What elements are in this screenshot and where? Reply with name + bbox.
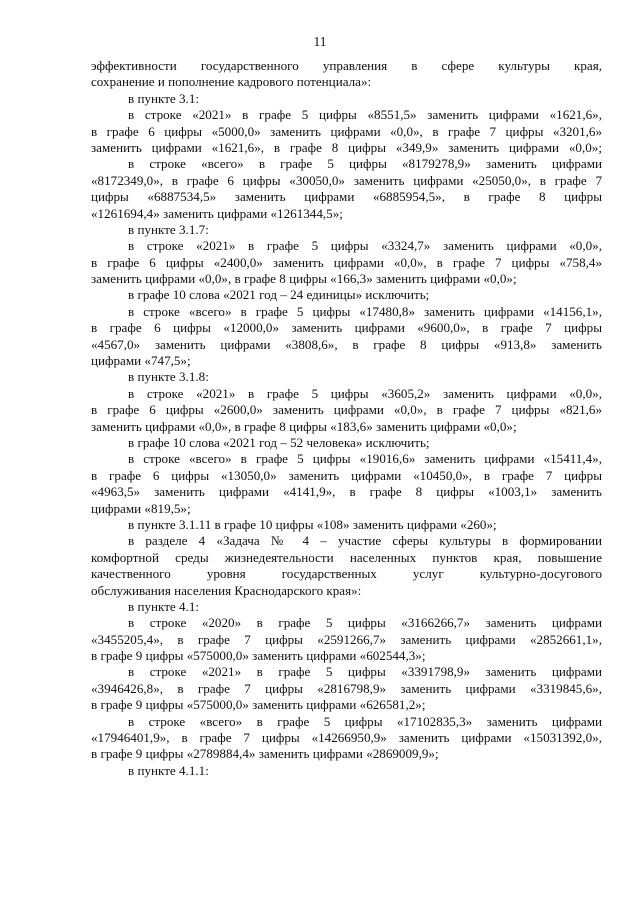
text-line: «4963,5» заменить цифрами «4141,9», в графе 8 цифры «1003,1» заменить (91, 484, 602, 500)
text-line: в строке «всего» в графе 5 цифры «19016,6» заменить цифрами «15411,4», (128, 451, 602, 467)
text-line: качественного уровня государственных услуг культурно-досугового (91, 566, 602, 582)
text-line: в графе 10 слова «2021 год – 52 человека» исключить; (128, 434, 430, 450)
text-line: цифры «6887534,5» заменить цифрами «6885954,5», в графе 8 цифры (91, 189, 602, 205)
text-line: «1261694,4» заменить цифрами «1261344,5»; (91, 205, 343, 221)
text-line: в графе 6 цифры «2400,0» заменить цифрами «0,0», в графе 7 цифры «758,4» (91, 254, 602, 270)
text-line: «3946426,8», в графе 7 цифры «2816798,9» заменить цифрами «3319845,6», (91, 680, 602, 696)
text-line: «4567,0» заменить цифрами «3808,6», в графе 8 цифры «913,8» заменить (91, 336, 602, 352)
text-line: в строке «2021» в графе 5 цифры «3324,7» заменить цифрами «0,0», (128, 238, 602, 254)
text-line: в строке «всего» в графе 5 цифры «17102835,3» заменить цифрами (128, 713, 602, 729)
text-line: заменить цифрами «0,0», в графе 8 цифры «166,3» заменить цифрами «0,0»; (91, 271, 517, 287)
text-line: в строке «2021» в графе 5 цифры «8551,5» заменить цифрами «1621,6», (128, 107, 602, 123)
text-line: в строке «2021» в графе 5 цифры «3391798,9» заменить цифрами (128, 664, 602, 680)
text-line: в пункте 3.1.8: (128, 369, 209, 385)
text-line: в пункте 3.1: (128, 90, 200, 106)
text-line: в графе 6 цифры «5000,0» заменить цифрами «0,0», в графе 7 цифры «3201,6» (91, 123, 602, 139)
text-line: в строке «всего» в графе 5 цифры «8179278,9» заменить цифрами (128, 156, 602, 172)
text-line: в пункте 4.1.1: (128, 762, 209, 778)
text-line: в графе 10 слова «2021 год – 24 единицы» исключить; (128, 287, 430, 303)
text-line: в графе 6 цифры «2600,0» заменить цифрами «0,0», в графе 7 цифры «821,6» (91, 402, 602, 418)
text-line: эффективности государственного управления в сфере культуры края, (91, 58, 602, 73)
text-line: в графе 9 цифры «2789884,4» заменить цифрами «2869009,9»; (91, 746, 439, 762)
text-line: «3455205,4», в графе 7 цифры «2591266,7» заменить цифрами «2852661,1», (91, 631, 602, 647)
text-line: в строке «всего» в графе 5 цифры «17480,8» заменить цифрами «14156,1», (128, 303, 602, 319)
text-line: цифрами «747,5»; (91, 353, 191, 369)
text-line: в разделе 4 «Задача № 4 – участие сферы культуры в формировании (128, 533, 602, 549)
text-line: цифрами «819,5»; (91, 500, 191, 516)
text-line: в пункте 3.1.11 в графе 10 цифры «108» заменить цифрами «260»; (128, 516, 497, 532)
text-line: заменить цифрами «0,0», в графе 8 цифры «183,6» заменить цифрами «0,0»; (91, 418, 517, 434)
text-line: обслуживания населения Краснодарского края»: (91, 582, 362, 598)
text-line: заменить цифрами «1621,6», в графе 8 цифры «349,9» заменить цифрами «0,0»; (91, 139, 602, 155)
text-line: в пункте 4.1: (128, 598, 200, 614)
text-line: «17946401,9», в графе 7 цифры «14266950,9» заменить цифрами «15031392,0», (91, 730, 602, 746)
text-line: комфортной среды жизнедеятельности населенных пунктов края, повышение (91, 549, 602, 565)
text-line: в строке «2021» в графе 5 цифры «3605,2» заменить цифрами «0,0», (128, 385, 602, 401)
text-line: «8172349,0», в графе 6 цифры «30050,0» заменить цифрами «25050,0», в графе 7 (91, 172, 602, 188)
text-line: в графе 9 цифры «575000,0» заменить цифрами «626581,2»; (91, 697, 426, 713)
text-line: в графе 6 цифры «12000,0» заменить цифрами «9600,0», в графе 7 цифры (91, 320, 602, 336)
text-line: сохранение и пополнение кадрового потенциала»: (91, 74, 372, 90)
text-line: в графе 6 цифры «13050,0» заменить цифрами «10450,0», в графе 7 цифры (91, 467, 602, 483)
text-line: в графе 9 цифры «575000,0» заменить цифрами «602544,3»; (91, 648, 426, 664)
document-body (91, 58, 602, 779)
text-line: в строке «2020» в графе 5 цифры «3166266,7» заменить цифрами (128, 615, 602, 631)
page-number: 11 (313, 34, 327, 49)
text-line: в пункте 3.1.7: (128, 221, 209, 237)
